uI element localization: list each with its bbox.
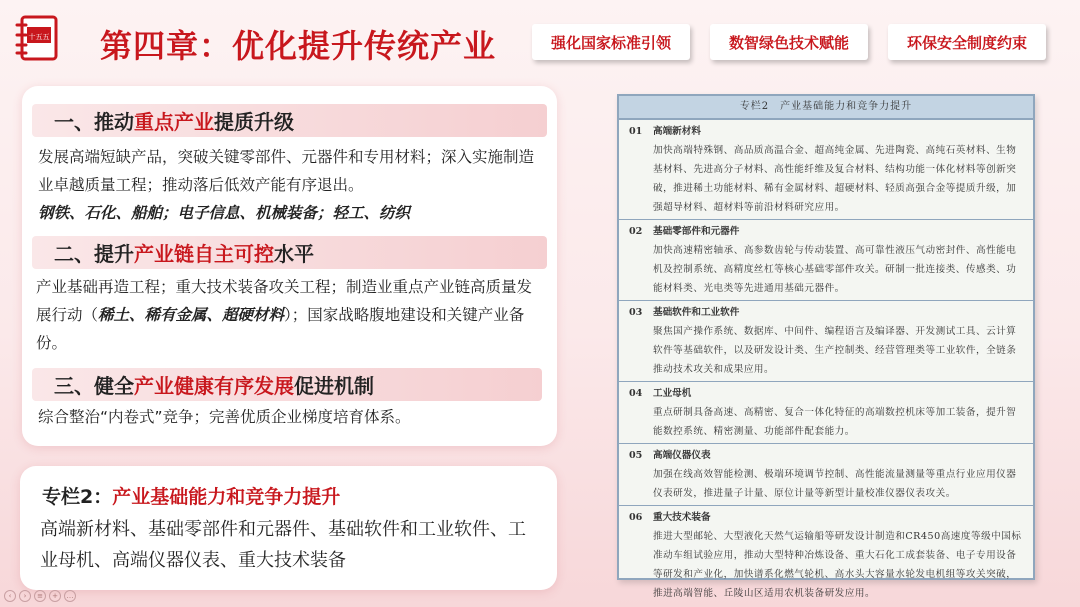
document-item-number: 01 [629, 126, 643, 137]
section-2-body [36, 273, 542, 357]
document-excerpt [617, 94, 1035, 599]
document-item-number: 05 [629, 450, 643, 461]
document-item-text: 加强在线高效智能检测、极端环境调节控制、高性能流量测量等重点行业应用仪器仪表研发，推进量子计量、原位计量等新型计量校准仪器仪表攻关。 [653, 469, 1017, 499]
document-item-name: 基础软件和工业软件 [653, 307, 740, 318]
section-1-prefix: 一、推动 [54, 110, 134, 134]
document-item-text: 加快高端特殊钢、高品质高温合金、超高纯金属、先进陶瓷、高纯石英材料、生物基材料、先进高分子材料、高性能纤维及复合材料、结构功能一体化材料等创新突破，推进稀土功能材料、稀有金属材料、超硬材料、轻质高强合金等提质升级，加强超导材料、超材料等前沿材料研究应用。 [653, 145, 1017, 213]
section-3-heading [32, 368, 542, 401]
nav-next-icon[interactable]: › [19, 590, 31, 602]
section-3-body: 综合整治“内卷式”竞争；完善优质企业梯度培育体系。 [38, 408, 411, 426]
more-icon[interactable]: … [64, 590, 76, 602]
section-2-highlight: 产业链自主可控 [134, 242, 274, 266]
section-2-body-pre: 产业基础再造工程；重大技术装备攻关工程；制造业重点产业链高质量发展行动（ [36, 278, 533, 324]
document-item [619, 506, 1033, 605]
special-column-card [20, 466, 557, 590]
document-item-number: 06 [629, 512, 643, 523]
tag-environmental-safety: 环保安全制度约束 [888, 24, 1046, 60]
document-item-number: 02 [629, 226, 643, 237]
document-item [619, 301, 1033, 382]
document-item-text: 聚焦国产操作系统、数据库、中间件、编程语言及编译器、开发测试工具、云计算软件等基础软件，以及研发设计类、生产控制类、经营管理类等工业软件，全链条推动技术攻关和成果应用。 [653, 326, 1017, 375]
document-item-text: 重点研制具备高速、高精密、复合一体化特征的高端数控机床等加工装备，提升智能数控系统、精密测量、功能部件配套能力。 [653, 407, 1017, 437]
section-1-heading [32, 104, 547, 137]
document-items [619, 120, 1033, 605]
document-item [619, 444, 1033, 506]
logo-text: 十五五 [28, 33, 50, 41]
nav-prev-icon[interactable]: ‹ [4, 590, 16, 602]
special-column-title [42, 482, 340, 509]
document-item-heading [629, 446, 1025, 465]
document-item-name: 工业母机 [653, 388, 692, 399]
document-item-text: 推进大型邮轮、大型液化天然气运输船等研发设计制造和CR450高速度等级中国标准动车组试验应用，推动大型特种冶炼设备、重大石化工成套装备、电子专用设备等研发和产业化，加快谱系化燃气轮机、高水头大容量水轮发电机组等攻关突破，推进高端智能、丘陵山区适用农机装备研发应用。 [653, 531, 1022, 599]
section-2-body-post: ）；国家战略腹地建设和关键产业备份。 [36, 306, 525, 352]
special-column-highlight: 产业基础能力和竞争力提升 [112, 486, 341, 508]
slideshow-toolbar [4, 590, 76, 602]
document-item-heading [629, 122, 1025, 141]
document-item-text: 加快高速精密轴承、高参数齿轮与传动装置、高可靠性液压气动密封件、高性能电机及控制系统、高精度丝杠等核心基础零部件攻关。研制一批连接类、传感类、功能材料类、光电类等先进通用基础元器件。 [653, 245, 1017, 294]
document-item [619, 382, 1033, 444]
zoom-icon[interactable]: + [49, 590, 61, 602]
document-item-heading [629, 384, 1025, 403]
document-item-number: 04 [629, 388, 643, 399]
document-item-name: 高端仪器仪表 [653, 450, 711, 461]
section-1-body: 发展高端短缺产品，突破关键零部件、元器件和专用材料；深入实施制造业卓越质量工程；推动落后低效产能有序退出。 [38, 148, 535, 194]
section-1-industries: 钢铁、石化、船舶；电子信息、机械装备；轻工、纺织 [38, 204, 411, 222]
document-item-number: 03 [629, 307, 643, 318]
notebook-logo-icon [14, 15, 58, 61]
special-column-prefix: 专栏2： [42, 486, 113, 508]
document-item-name: 高端新材料 [653, 126, 701, 137]
menu-icon[interactable]: ≡ [34, 590, 46, 602]
policy-card [22, 86, 557, 446]
document-item-heading [629, 222, 1025, 241]
special-column-body: 高端新材料、基础零部件和元器件、基础软件和工业软件、工业母机、高端仪器仪表、重大技术装备 [40, 519, 526, 571]
section-3-prefix: 三、健全 [54, 374, 134, 398]
section-2-prefix: 二、提升 [54, 242, 134, 266]
document-title: 专栏2 产业基础能力和竞争力提升 [619, 96, 1033, 120]
section-1-highlight: 重点产业 [134, 110, 214, 134]
document-item-heading [629, 303, 1025, 322]
section-2-heading [32, 236, 547, 269]
section-3-suffix: 促进机制 [294, 374, 374, 398]
section-2-body-bold: 稀土、稀有金属、超硬材料 [98, 306, 285, 324]
document-item [619, 120, 1033, 220]
section-3-highlight: 产业健康有序发展 [134, 374, 294, 398]
chapter-title: 第四章：优化提升传统产业 [100, 27, 497, 65]
document-item-name: 重大技术装备 [653, 512, 711, 523]
tag-digital-green-tech: 数智绿色技术赋能 [710, 24, 868, 60]
document-item-heading [629, 508, 1025, 527]
document-item [619, 220, 1033, 301]
tag-national-standard: 强化国家标准引领 [532, 24, 690, 60]
document-item-name: 基础零部件和元器件 [653, 226, 740, 237]
section-1-suffix: 提质升级 [214, 110, 294, 134]
section-2-suffix: 水平 [274, 242, 314, 266]
